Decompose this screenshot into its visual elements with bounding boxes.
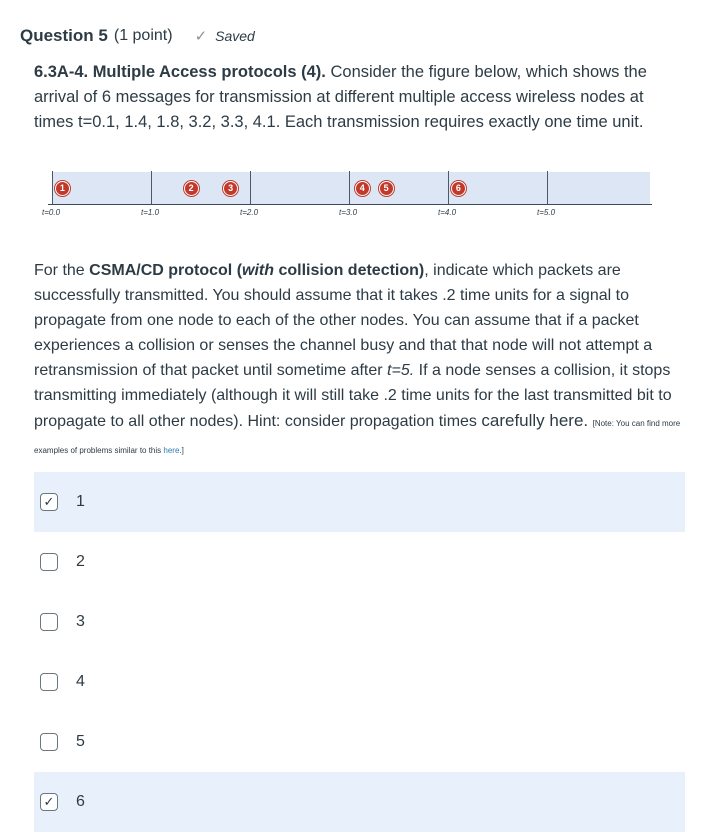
answer-option-5[interactable] (34, 712, 685, 772)
answer-option-6[interactable] (34, 772, 685, 832)
timeline-tick (151, 171, 152, 204)
message-marker-3: 3 (223, 181, 238, 196)
checkmark-icon: ✓ (194, 28, 208, 45)
saved-status (195, 27, 255, 45)
message-marker-6: 6 (451, 181, 466, 196)
timeline-tick-label: t=3.0 (339, 208, 358, 217)
question-prompt (34, 60, 674, 135)
option-label: 3 (76, 613, 85, 630)
timeline-tick (448, 171, 449, 204)
answer-option-1[interactable] (34, 472, 685, 532)
body-bold-2: collision detection) (274, 262, 425, 279)
body-italic: with (242, 262, 275, 279)
checkbox-1[interactable]: ✓ (40, 493, 58, 511)
option-label: 4 (76, 673, 85, 690)
timeline-tick-label: t=0.0 (42, 208, 61, 217)
body-text: For the (34, 262, 90, 279)
timeline-tick-label: t=5.0 (537, 208, 556, 217)
timeline-axis (48, 204, 652, 205)
timeline-tick (250, 171, 251, 204)
checkbox-2[interactable] (40, 553, 58, 571)
checkbox-5[interactable] (40, 733, 58, 751)
timeline-tick-label: t=1.0 (141, 208, 160, 217)
timeline-tick-label: t=2.0 (240, 208, 259, 217)
option-label: 6 (76, 793, 85, 810)
checkbox-3[interactable] (40, 613, 58, 631)
question-title: Question 5 (20, 26, 108, 45)
question-body (34, 258, 682, 463)
question-points: (1 point) (113, 27, 173, 44)
question-header (20, 26, 255, 46)
body-italic-2: t=5. (387, 362, 415, 379)
option-label: 2 (76, 553, 85, 570)
answer-option-2[interactable] (34, 532, 685, 592)
timeline-tick (547, 171, 548, 204)
option-label: 1 (76, 493, 85, 510)
message-timeline-figure (40, 170, 656, 222)
timeline-tick (349, 171, 350, 204)
timeline-tick-label: t=4.0 (438, 208, 457, 217)
checkbox-6[interactable]: ✓ (40, 793, 58, 811)
checkbox-4[interactable] (40, 673, 58, 691)
examples-link[interactable]: here (163, 446, 180, 455)
answer-options (34, 472, 685, 832)
answer-option-4[interactable] (34, 652, 685, 712)
prompt-text: Consider the figure below, which shows the arrival of 6 messages for transmission at different multiple access wireless nodes at times t=0.1, 1.4, 1.8, 3.2, 3.3, 4.1. Each transmission requires exactly one time unit. (34, 63, 647, 131)
note-suffix: .] (179, 446, 184, 455)
prompt-code: 6.3A-4. Multiple Access protocols (4). (34, 63, 326, 81)
body-text-3: If a node senses a collision, it stops transmitting immediately (although it will still take .2 time units for the last transmitted bit to propagate to all other nodes). Hint: consider propagation times (34, 362, 672, 430)
note-text: [Note: You can find more examples of problems similar to this (34, 419, 681, 455)
timeline-band (52, 172, 650, 204)
timeline-tick (52, 171, 53, 204)
message-marker-1: 1 (55, 181, 70, 196)
answer-option-3[interactable] (34, 592, 685, 652)
body-bold: CSMA/CD protocol ( (89, 262, 243, 279)
message-marker-2: 2 (184, 181, 199, 196)
message-marker-4: 4 (355, 181, 370, 196)
body-text-2: , indicate which packets are successfully transmitted. You should assume that it takes .2 time units for a signal to propagate from one node to each of the other nodes. You can assume that if a packet experiences a collision or senses the channel busy and that that node will not attempt a retransmission of that packet until sometime after (34, 262, 653, 379)
message-marker-5: 5 (379, 181, 394, 196)
body-carefully: carefully here. (481, 411, 589, 430)
saved-text: Saved (215, 28, 255, 44)
option-label: 5 (76, 733, 85, 750)
